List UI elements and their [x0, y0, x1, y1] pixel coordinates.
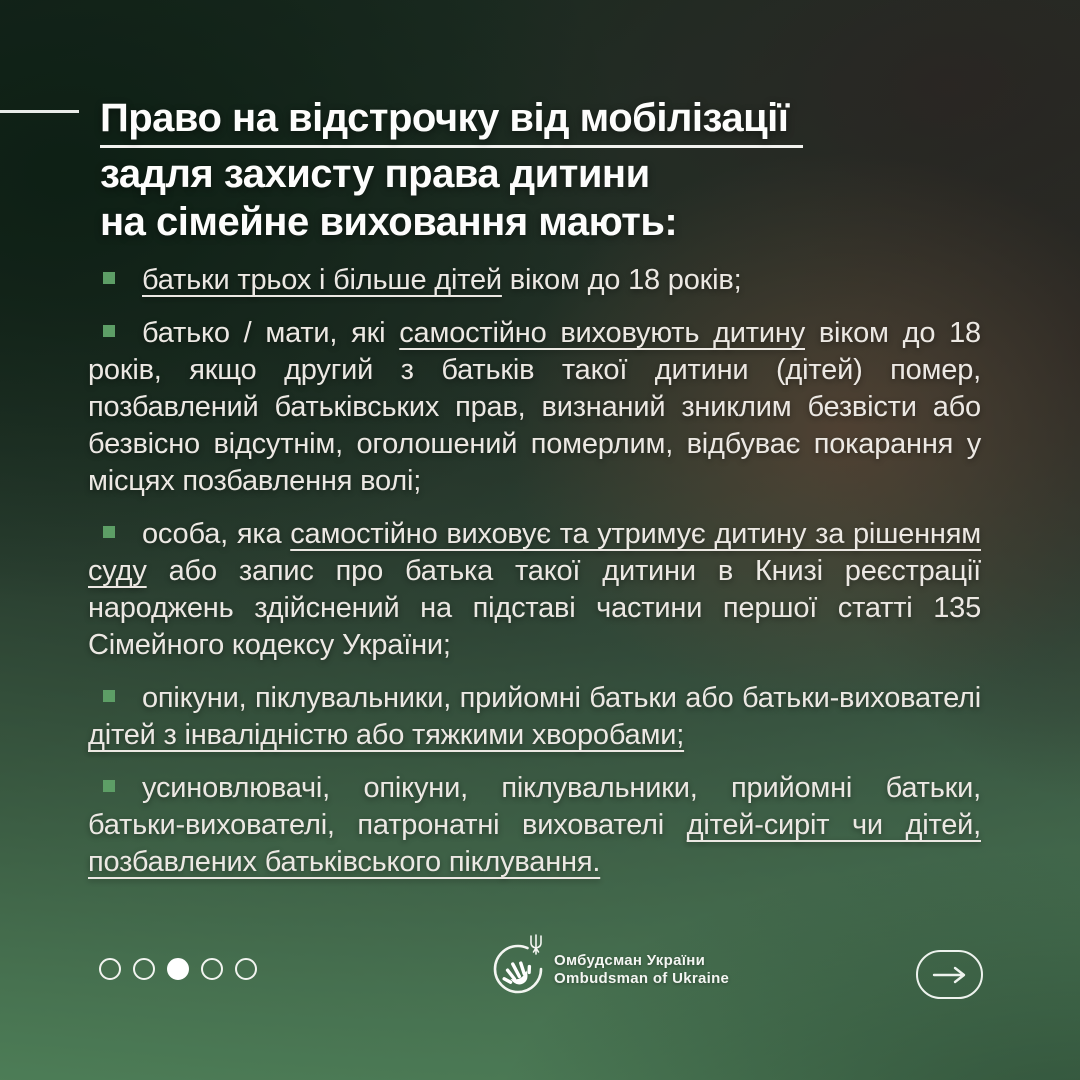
pagination-dot-1[interactable]	[99, 958, 121, 980]
bullet-text-underlined: дітей-сиріт чи дітей, позбавлених батьківського піклування.	[88, 809, 981, 878]
bullet-text: або запис про батька такої дитини в Книзі реєстрації народжень здійснений на підставі частини першої статті 135 Сімейного кодексу України;	[88, 555, 981, 661]
page-title	[100, 94, 981, 246]
bullet-text: віком до 18 років;	[501, 264, 742, 296]
pagination-dot-2[interactable]	[133, 958, 155, 980]
bullet-text: батько / мати, які	[142, 317, 400, 349]
title-line-1: Право на відстрочку від мобілізації	[100, 94, 803, 148]
title-line-3: на сімейне виховання мають:	[100, 200, 678, 244]
bullet-text: опікуни, піклувальники, прийомні батьки або батьки-вихователі	[142, 682, 981, 714]
bullet-text: особа, яка	[142, 518, 291, 550]
bullet-square-icon	[103, 690, 115, 702]
pagination-dot-4[interactable]	[201, 958, 223, 980]
bullet-text-underlined: самостійно виховують дитину	[399, 317, 805, 349]
logo-name-en: Ombudsman of Ukraine	[554, 970, 730, 987]
pagination-dot-5[interactable]	[235, 958, 257, 980]
bullet-item	[88, 680, 981, 754]
bullet-item	[88, 516, 981, 664]
bullet-text: віком до 18 років, якщо другий з батьків такої дитини (дітей) помер, позбавлений батьківських прав, визнаний зниклим безвісти або безвісно відсутнім, оголошений померлим, відбуває покарання у місцях позбавлення волі;	[88, 317, 981, 497]
decorative-dash	[0, 110, 79, 113]
trident-icon	[528, 933, 544, 955]
bullet-square-icon	[103, 526, 115, 538]
bullet-square-icon	[103, 325, 115, 337]
bullet-text-underlined: батьки трьох і більше дітей	[142, 264, 502, 296]
bullet-square-icon	[103, 272, 115, 284]
ombudsman-logo	[492, 943, 742, 997]
bullet-item	[88, 315, 981, 500]
bullet-list	[88, 262, 981, 881]
logo-wordmark	[554, 952, 729, 988]
bullet-text-underlined: дітей з інвалідністю або тяжкими хворобами;	[88, 719, 685, 751]
bullet-item	[88, 262, 981, 299]
title-line-2: задля захисту права дитини	[100, 152, 650, 196]
bullet-text-underlined: самостійно виховує та утримує дитину за рішенням суду	[88, 518, 981, 587]
logo-name-uk: Омбудсман України	[554, 952, 706, 969]
bullet-text: усиновлювачі, опікуни, піклувальники, прийомні батьки, батьки-вихователі, патронатні вихователі	[88, 772, 981, 841]
next-slide-button[interactable]	[916, 950, 983, 999]
bullet-item	[88, 770, 981, 881]
right-arrow-icon	[929, 964, 971, 986]
bullet-square-icon	[103, 780, 115, 792]
card-content	[88, 94, 981, 881]
pagination-dots	[99, 958, 257, 980]
pagination-dot-3-active[interactable]	[167, 958, 189, 980]
